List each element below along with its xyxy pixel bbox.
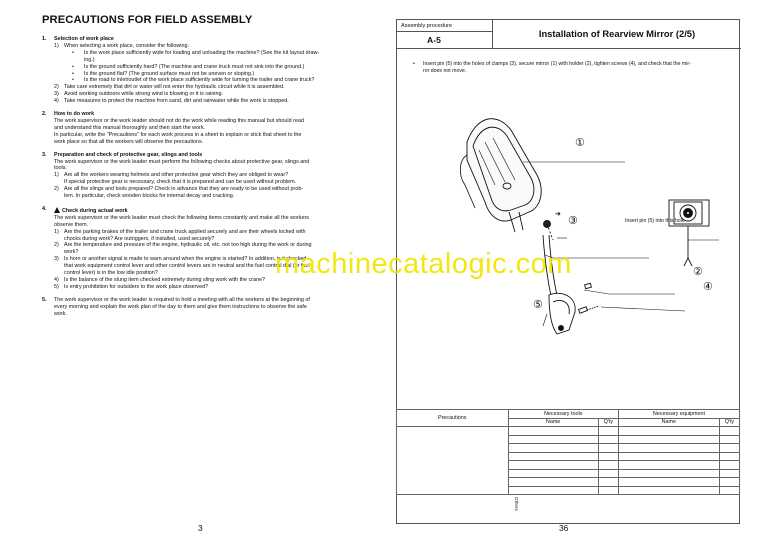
procedure-code: A-5 [397,32,493,48]
item-number: 1) [54,42,59,49]
table-cell [508,469,598,478]
instruction-line: Insert pin (5) into the holes of clamps (3), secure mirror (1) with holder (2), tighten screws (4), and check that the mir- [423,61,691,67]
table-cell [598,478,618,487]
section-title-text: How to do work [54,111,95,118]
page-title: PRECAUTIONS FOR FIELD ASSEMBLY [42,14,253,26]
item-number: 5) [54,283,59,290]
table-cell [719,435,739,444]
section-number: 1. [42,36,47,42]
section-title [54,36,114,43]
table-cell [618,486,719,495]
callout-arrow-icon: ➜ [555,211,561,218]
bullet-text: Is the ground flat? (The ground surface must not be uneven or sloping.) [84,70,255,77]
paragraph-text: The work supervisor or the work leader is required to hold a meeting with all the workers at the beginning of [54,296,310,303]
requirements-table [396,409,740,495]
section [42,152,368,200]
section-paragraph: The work supervisor or the work leader must check the following items constantly and make all the workers [54,214,309,221]
item-number: 1) [54,172,59,179]
section-title [54,111,94,118]
page-number: 36 [559,523,569,533]
item-text: Are the parking brakes of the trailer and crane truck applied securely and are their wheels locked with [64,228,306,235]
table-cell [719,444,739,453]
header-divider [397,48,741,49]
table-cell [508,461,598,470]
item-text: Is horn or another signal is made to warn around when the engine is started? In addition, is it checked [64,256,307,263]
table-cell [719,461,739,470]
bullet-icon: • [72,77,74,84]
callout-5: ⑤ [533,299,543,311]
assembly-procedure-label: Assembly procedure [397,20,493,32]
table-cell [618,452,719,461]
item-text: Are all the workers wearing helmets and other protective gear which they are obliged to wear? [64,172,289,179]
table-cell [508,444,598,453]
table-cell [618,427,719,436]
mirror-assembly-diagram [449,90,749,340]
item-text: When selecting a work place, consider the following. [64,42,189,49]
section-paragraph [42,297,368,304]
table-header-row [397,410,740,419]
section-heading [42,206,368,215]
item-text: Avoid working outdoors while strong wind is blowing or it is raining. [64,91,224,98]
table-cell [719,486,739,495]
table-cell [719,452,739,461]
item-continuation: work? [64,249,79,256]
equipment-name-header: Name [618,418,719,427]
section [42,111,368,146]
table-cell [598,444,618,453]
tools-qty-header: Q'ty [598,418,618,427]
table-cell [598,427,618,436]
bullet-icon: • [72,70,74,77]
callout-2: ② [693,266,703,278]
table-cell [508,452,598,461]
section-paragraph: every morning and explain the work plan of the day to them and give them instructions to observe the safe [54,303,307,310]
table-cell [598,435,618,444]
item-number: 4) [54,98,59,105]
mirror-illustration [460,119,541,232]
item-text: Are the temperature and pressure of the engine, hydraulic oil, etc. not too high during the work or during [64,242,312,249]
watermark: machinecatalogic.com [275,248,572,280]
section-paragraph: The work supervisor or the work leader should not do the work while reading this manual but should read [54,117,304,124]
bullet-text: Is the work place sufficiently wide for loading and unloading the machine? (See the kit layout draw- [84,49,320,56]
table-cell [719,478,739,487]
section-number: 3. [42,151,47,158]
tools-header: Necessary tools [508,410,618,419]
item-continuation: control lever) is in the low idle position? [64,270,158,277]
table-body [397,427,740,495]
section-title-text: Selection of work place [54,36,114,42]
bullet-continuation: ing.) [84,56,95,63]
section-heading [42,36,368,43]
item-number: 3) [54,91,59,98]
table-cell [598,452,618,461]
pin-note: Insert pin (5) into this hole [625,218,685,224]
callout-3: ③ [568,215,578,227]
section-title-text: Check during actual work [62,207,128,214]
section [42,36,368,105]
item-text: Take measures to protect the machine from sand, dirt and rainwater while the work is stopped. [64,98,289,105]
equipment-qty-header: Q'ty [719,418,739,427]
bullet-icon: • [413,61,415,67]
section-paragraph: observe them. [54,221,89,228]
pin-detail-inset [669,200,709,266]
table-cell [508,435,598,444]
section-title [54,152,202,159]
precautions-header: Precautions [397,410,509,427]
bullet-icon: • [72,49,74,56]
table-cell [618,444,719,453]
precautions-cell [397,427,509,495]
bullet-text: Is the ground sufficiently hard? (The machine and crane truck must not sink into the ground.) [84,63,305,70]
section-number: 5. [42,296,47,303]
clamp-illustration [549,293,575,334]
section-heading [42,111,368,118]
table-cell [719,469,739,478]
table-cell [508,427,598,436]
table-cell [618,461,719,470]
item-number: 4) [54,277,59,283]
item-continuation: lem. In particular, check wooden blocks for internal decay and cracking. [64,193,235,200]
section-paragraph: work. [54,310,67,317]
section-title-text: Preparation and check of protective gear, slings and tools [54,151,203,158]
screw-illustration [579,283,599,313]
callout-1: ① [575,137,585,149]
table-cell [598,486,618,495]
procedure-title: Installation of Rearview Mirror (2/5) [538,28,696,39]
instruction-line: ror does not move. [423,67,467,74]
section-title [54,206,128,215]
table-cell [508,478,598,487]
table-cell [598,469,618,478]
section-paragraph: and understand this manual thoroughly and then start the work. [54,124,206,131]
item-number: 2) [54,242,59,249]
item-number: 2) [54,84,59,91]
item-number: 3) [54,256,59,263]
item-text: Are all the slings and tools prepared? Check in advance that they are ready to be used without prob- [64,186,304,193]
item-continuation: If special protective gear is necessary, check that it is prepared and can be used without problem. [64,179,297,186]
section-number: 2. [42,111,47,118]
bullet-icon: • [72,63,74,70]
tools-name-header: Name [508,418,598,427]
item-text: Is the balance of the slung item checked extremely during sling work with the crane? [64,277,266,283]
section [42,297,368,318]
callout-4: ④ [703,281,713,293]
bullet-text: Is the road to inlet/outlet of the work place sufficiently wide for turning the trailer and crane truck? [84,77,315,84]
table-cell [618,469,719,478]
others-label: Others [514,497,519,511]
item-text: Take care extremely that dirt or water will not enter the hydraulic circuit while it is assembled. [64,84,285,91]
section-paragraph: tools. [54,165,67,172]
warning-icon [54,207,60,213]
item-text: Is entry prohibition for outsiders to the work place observed? [64,283,209,290]
page-number: 3 [198,523,203,533]
section-heading [42,152,368,159]
item-continuation: chocks during work? Are outriggers, if installed, used securely? [64,235,215,242]
instruction-text [423,61,691,75]
table-cell [618,435,719,444]
item-number: 2) [54,186,59,193]
section-number: 4. [42,205,47,212]
item-continuation: that work equipment control lever and other control levers are in neutral and the fuel control dial (or fuel [64,263,310,270]
section-paragraph: The work supervisor or the work leader must perform the following checks about protective gear, slings and [54,158,310,165]
instruction [413,61,723,75]
table-cell [719,427,739,436]
table-row [397,427,740,436]
section-paragraph: In particular, write the "Precautions" for each work process in a sheet to explain or stick that sheet to the [54,131,302,138]
equipment-header: Necessary equipment [618,410,739,419]
item-number: 1) [54,228,59,235]
table-cell [598,461,618,470]
table-cell [508,486,598,495]
section-paragraph: work place so that all the workers will observe the precautions. [54,138,204,145]
table-cell [618,478,719,487]
